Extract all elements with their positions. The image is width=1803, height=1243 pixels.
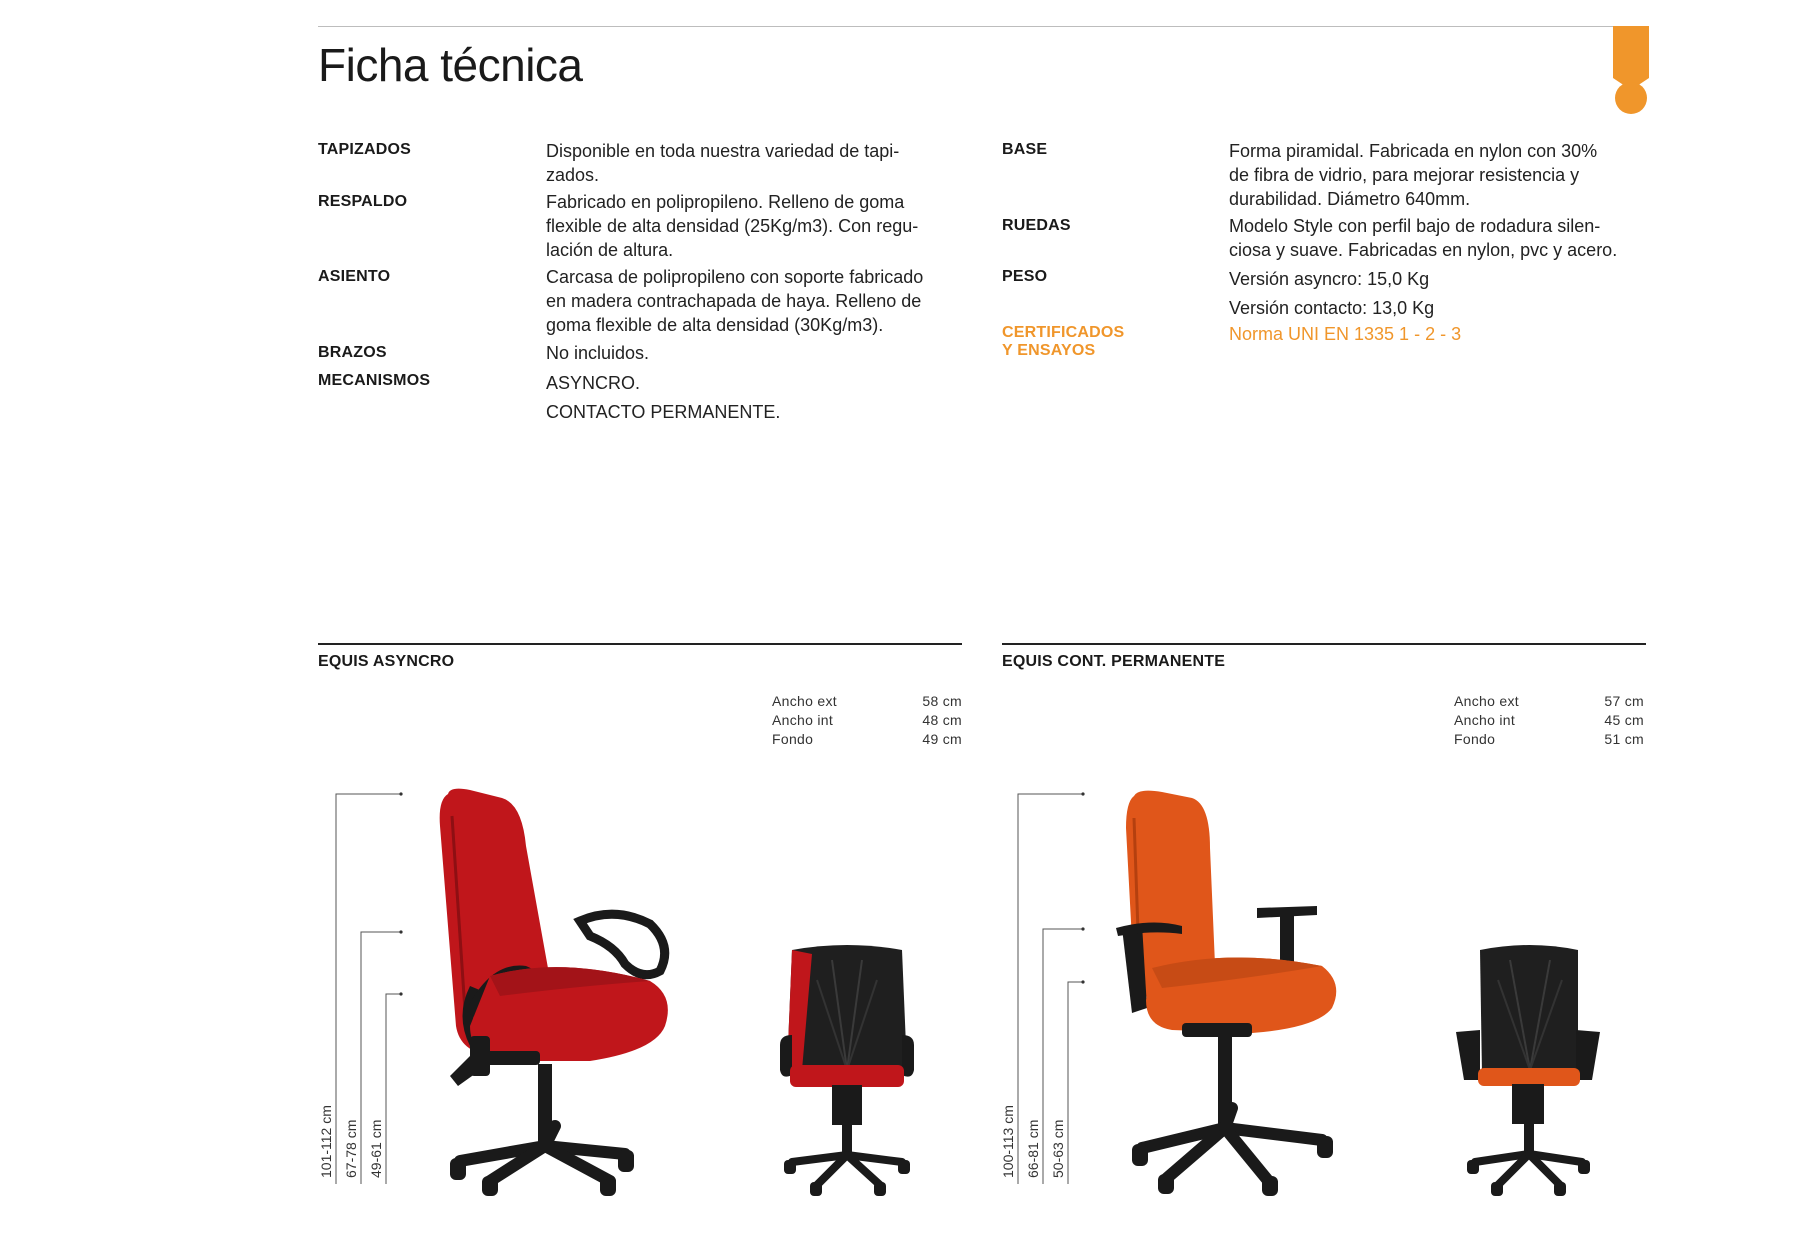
spec-label-certificados: CERTIFICADOS Y ENSAYOS <box>1002 324 1125 359</box>
brand-mark-icon <box>1613 26 1649 114</box>
spec-value-certificados: Norma UNI EN 1335 1 - 2 - 3 <box>1229 324 1462 344</box>
chair-front-view-image <box>430 786 690 1196</box>
dim-name: Ancho ext <box>1454 693 1519 709</box>
spec-label-ruedas: RUEDAS <box>1002 217 1071 234</box>
spec-value-ruedas: Modelo Style con perfil bajo de rodadura silen- ciosa y suave. Fabricadas en nylon, pvc y acero. <box>1229 216 1618 260</box>
spec-value-base: Forma piramidal. Fabricada en nylon con 30% de fibra de vidrio, para mejorar resistencia y durabilidad. Diámetro 640mm. <box>1229 141 1598 209</box>
spec-value-asiento: Carcasa de polipropileno con soporte fabricado en madera contrachapada de haya. Relleno de goma flexible de alta densidad (30Kg/m3). <box>546 267 924 335</box>
dim-value: 45 cm <box>1604 712 1644 728</box>
spec-label-respaldo: RESPALDO <box>318 193 408 210</box>
dim-value: 58 cm <box>922 693 962 709</box>
dim-value: 49 cm <box>922 731 962 747</box>
dim-value: 57 cm <box>1604 693 1644 709</box>
spec-label-brazos: BRAZOS <box>318 344 387 361</box>
section-title: EQUIS CONT. PERMANENTE <box>1002 653 1226 670</box>
height-label-seat: 49-61 cm <box>368 1119 384 1178</box>
height-label-seat: 50-63 cm <box>1050 1119 1066 1178</box>
chair-rear-view-image <box>1450 940 1600 1196</box>
dim-name: Ancho int <box>1454 712 1516 728</box>
dim-value: 48 cm <box>922 712 962 728</box>
dim-name: Fondo <box>1454 731 1496 747</box>
dimensions-table <box>1454 692 1644 749</box>
section-rule <box>318 643 962 645</box>
top-rule <box>318 26 1646 27</box>
spec-label-mecanismos: MECANISMOS <box>318 372 431 389</box>
spec-value-tapizados: Disponible en toda nuestra variedad de tapi- zados. <box>546 141 900 185</box>
page-title: Ficha técnica <box>318 39 583 91</box>
dim-name: Ancho ext <box>772 693 837 709</box>
section-title: EQUIS ASYNCRO <box>318 653 455 670</box>
spec-label-asiento: ASIENTO <box>318 268 391 285</box>
chair-front-view-image <box>1112 788 1352 1198</box>
dim-name: Fondo <box>772 731 814 747</box>
dim-name: Ancho int <box>772 712 834 728</box>
height-label-total: 101-112 cm <box>318 1105 334 1178</box>
spec-label-base: BASE <box>1002 141 1048 158</box>
spec-label-peso: PESO <box>1002 268 1048 285</box>
height-label-total: 100-113 cm <box>1000 1105 1016 1178</box>
height-label-arm: 66-81 cm <box>1025 1119 1041 1178</box>
dimensions-table <box>772 692 962 749</box>
height-label-arm: 67-78 cm <box>343 1119 359 1178</box>
spec-value-respaldo: Fabricado en polipropileno. Relleno de goma flexible de alta densidad (25Kg/m3). Con regu- lación de altura. <box>546 192 919 260</box>
spec-value-mecanismos: ASYNCRO. CONTACTO PERMANENTE. <box>546 373 781 422</box>
section-rule <box>1002 643 1646 645</box>
spec-value-peso: Versión asyncro: 15,0 Kg Versión contacto: 13,0 Kg <box>1229 269 1435 318</box>
spec-value-brazos: No incluidos. <box>546 343 650 363</box>
chair-rear-view-image <box>772 940 922 1196</box>
spec-label-tapizados: TAPIZADOS <box>318 141 412 158</box>
dim-value: 51 cm <box>1604 731 1644 747</box>
